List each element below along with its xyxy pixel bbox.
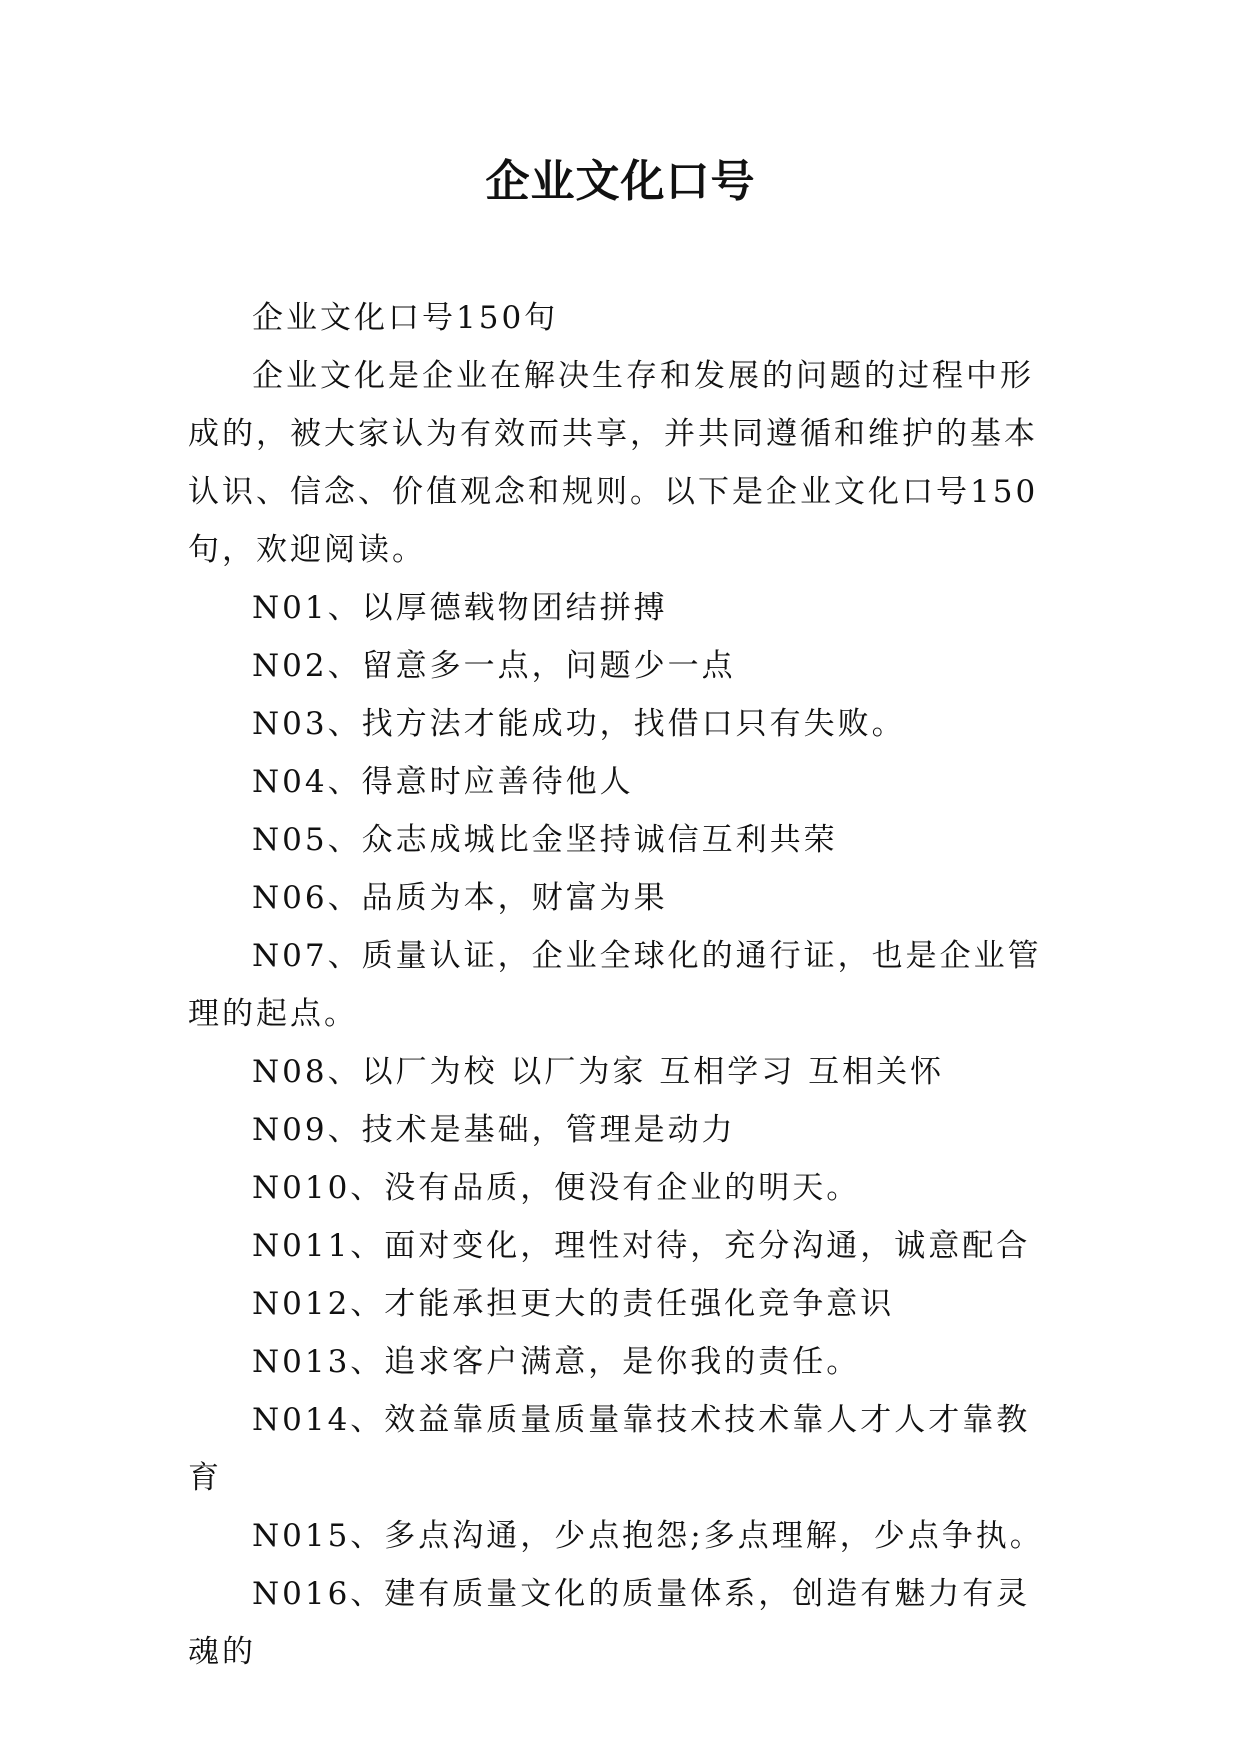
paragraph-intro: 企业文化是企业在解决生存和发展的问题的过程中形成的，被大家认为有效而共享，并共同遵循和维护的基本认识、信念、价值观念和规则。以下是企业文化口号150句，欢迎阅读。 — [188, 358, 1039, 568]
document-title: 企业文化口号 — [485, 156, 756, 207]
slogan-item: N01、以厚德载物团结拼搏 — [252, 590, 668, 626]
paragraph-subtitle: 企业文化口号150句 — [252, 300, 559, 336]
slogan-item: N03、找方法才能成功，找借口只有失败。 — [252, 706, 906, 742]
slogan-item: N010、没有品质，便没有企业的明天。 — [252, 1170, 861, 1206]
slogan-item: N013、追求客户满意，是你我的责任。 — [252, 1344, 861, 1380]
slogan-item: N016、建有质量文化的质量体系，创造有魅力有灵魂的 — [188, 1576, 1031, 1670]
slogan-item: N014、效益靠质量质量靠技术技术靠人才人才靠教育 — [188, 1402, 1031, 1496]
document-body — [188, 289, 1050, 1681]
slogan-item: N08、以厂为校 以厂为家 互相学习 互相关怀 — [252, 1054, 945, 1090]
slogan-item: N012、才能承担更大的责任强化竞争意识 — [252, 1286, 895, 1322]
slogan-item: N05、众志成城比金坚持诚信互利共荣 — [252, 822, 838, 858]
slogan-item: N02、留意多一点，问题少一点 — [252, 648, 736, 684]
slogan-item: N07、质量认证，企业全球化的通行证，也是企业管理的起点。 — [188, 938, 1042, 1032]
slogan-item: N04、得意时应善待他人 — [252, 764, 634, 800]
slogan-item: N011、面对变化，理性对待，充分沟通，诚意配合 — [252, 1228, 1031, 1264]
slogan-item: N06、品质为本，财富为果 — [252, 880, 668, 916]
slogan-item: N09、技术是基础，管理是动力 — [252, 1112, 736, 1148]
slogan-item: N015、多点沟通，少点抱怨;多点理解，少点争执。 — [252, 1518, 1044, 1554]
